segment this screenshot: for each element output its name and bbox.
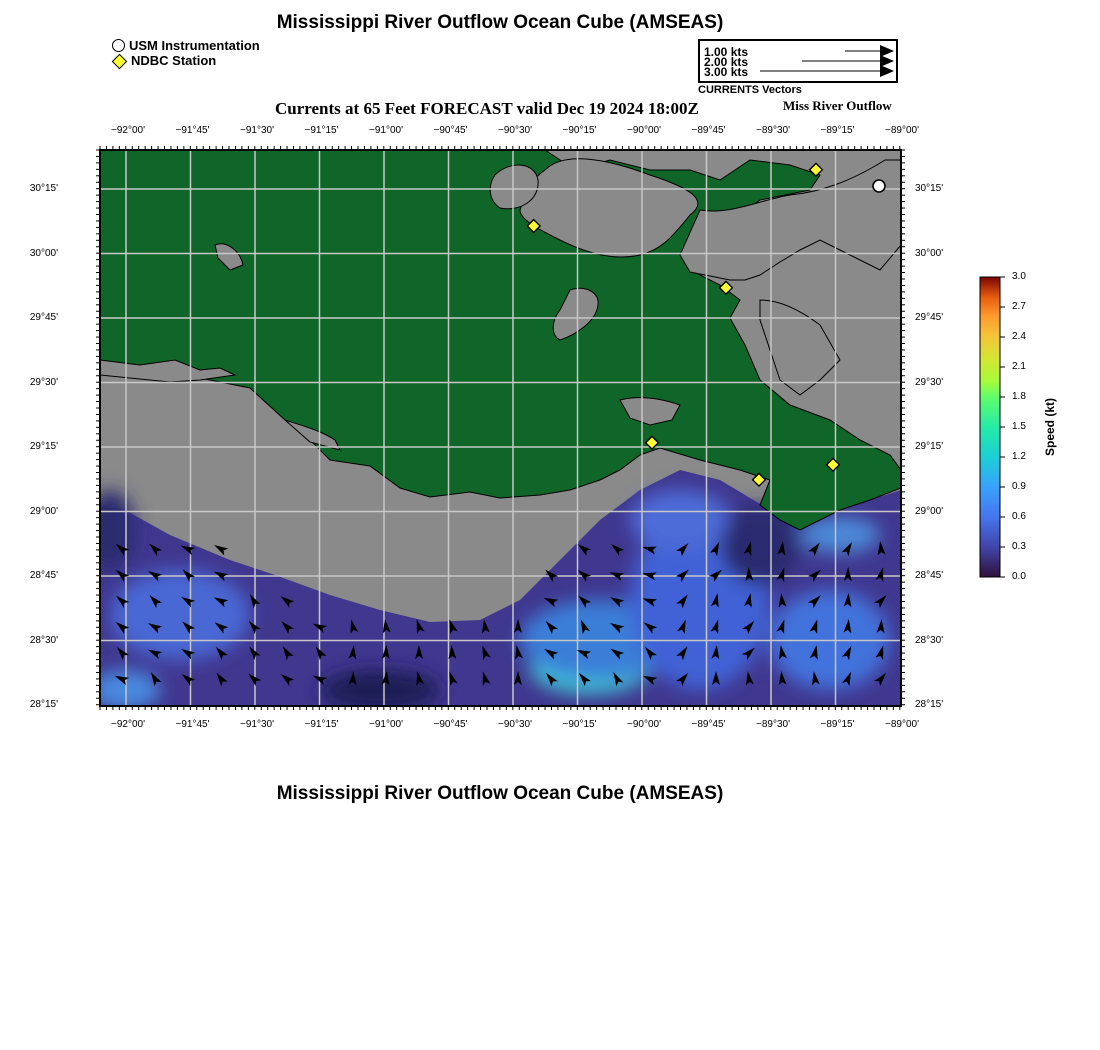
legend-usm bbox=[112, 38, 260, 53]
current-arrow bbox=[742, 645, 758, 660]
current-arrow bbox=[842, 644, 855, 660]
current-arrow bbox=[876, 566, 887, 582]
tick-label: 0.0 bbox=[1012, 571, 1026, 582]
lake-borgne bbox=[680, 160, 901, 280]
tick-label: −91°30' bbox=[240, 719, 274, 730]
current-arrow bbox=[278, 593, 294, 608]
current-arrow bbox=[348, 645, 357, 660]
map-frame bbox=[100, 150, 901, 706]
current-arrow bbox=[842, 540, 856, 556]
current-arrow bbox=[278, 671, 294, 686]
usm-circle-icon bbox=[112, 39, 125, 52]
current-arrow bbox=[312, 644, 326, 660]
current-arrow bbox=[877, 619, 886, 634]
current-arrow bbox=[381, 619, 391, 634]
louisiana-coast bbox=[100, 150, 901, 530]
current-arrow bbox=[677, 618, 689, 634]
current-arrow bbox=[349, 671, 358, 685]
ndbc-station-marker bbox=[646, 436, 659, 449]
current-arrow bbox=[179, 645, 195, 659]
current-arrow bbox=[842, 670, 855, 686]
tick-label: 1.2 bbox=[1012, 451, 1026, 462]
tick-label: 29°15' bbox=[915, 441, 944, 452]
current-arrow bbox=[676, 540, 691, 556]
tick-label: −90°30' bbox=[498, 125, 532, 136]
region-label: Miss River Outflow bbox=[783, 98, 892, 113]
current-arrow bbox=[179, 593, 195, 607]
current-arrow bbox=[676, 644, 690, 660]
current-arrow bbox=[542, 567, 558, 582]
tick-label: 1.5 bbox=[1012, 421, 1026, 432]
tick-label: −91°00' bbox=[369, 719, 403, 730]
speed-colorbar bbox=[980, 277, 1000, 577]
current-arrow bbox=[575, 541, 591, 556]
current-arrow bbox=[777, 644, 787, 659]
lake-pontchartrain bbox=[520, 159, 698, 257]
tick-label: 29°30' bbox=[29, 376, 58, 388]
tick-label: 30°00' bbox=[915, 247, 944, 259]
tick-label: 2.1 bbox=[1012, 361, 1026, 372]
current-arrow bbox=[212, 542, 228, 556]
gulf-water bbox=[100, 150, 901, 706]
tick-label: −90°15' bbox=[562, 125, 597, 136]
current-arrow bbox=[448, 645, 457, 659]
breton-sound bbox=[760, 300, 840, 395]
current-arrow bbox=[381, 671, 391, 686]
current-arrow bbox=[608, 620, 624, 634]
current-arrow bbox=[114, 644, 129, 660]
current-arrow bbox=[311, 620, 327, 633]
tick-label: −91°15' bbox=[304, 125, 339, 136]
land bbox=[100, 150, 901, 530]
current-arrow bbox=[113, 672, 129, 685]
tick-label: 30°15' bbox=[29, 183, 58, 194]
tick-label: 28°45' bbox=[29, 570, 58, 581]
tick-label: 28°15' bbox=[29, 699, 58, 710]
current-arrow bbox=[147, 592, 162, 608]
current-arrow bbox=[745, 567, 754, 581]
ndbc-diamond-icon bbox=[112, 53, 128, 69]
tick-label: 29°00' bbox=[29, 505, 58, 517]
tick-label: 28°30' bbox=[915, 634, 944, 646]
current-arrow bbox=[542, 645, 558, 659]
vector-scale-label: 2.00 kts bbox=[704, 55, 749, 69]
tick-label: −89°15' bbox=[820, 125, 855, 136]
current-arrow bbox=[874, 670, 889, 686]
current-arrow bbox=[642, 644, 657, 660]
current-arrow bbox=[213, 644, 228, 660]
tick-label: 29°30' bbox=[915, 376, 944, 388]
current-arrow bbox=[808, 540, 823, 556]
colorbar-ticks bbox=[1000, 277, 1005, 577]
current-arrow bbox=[874, 592, 889, 608]
current-arrow bbox=[712, 671, 720, 685]
current-arrow bbox=[146, 568, 162, 582]
current-arrow bbox=[777, 593, 786, 608]
current-arrow bbox=[514, 671, 522, 685]
current-arrow bbox=[608, 541, 624, 556]
current-arrow bbox=[810, 644, 821, 659]
current-arrow bbox=[480, 619, 490, 634]
legend-usm-label: USM Instrumentation bbox=[129, 38, 260, 53]
inland-water bbox=[100, 159, 901, 450]
current-arrow bbox=[777, 541, 787, 556]
tick-label: 29°45' bbox=[29, 312, 58, 323]
current-arrow bbox=[279, 644, 293, 660]
current-arrow bbox=[347, 618, 358, 633]
current-vectors bbox=[113, 540, 889, 686]
tick-label: 30°15' bbox=[915, 183, 944, 194]
page-title: Mississippi River Outflow Ocean Cube (AMSEAS) bbox=[276, 12, 724, 33]
current-arrow bbox=[710, 540, 723, 556]
current-arrow bbox=[113, 593, 129, 608]
current-arrow bbox=[777, 671, 786, 686]
current-arrow bbox=[710, 618, 722, 634]
current-arrow bbox=[479, 644, 491, 660]
tick-label: −89°00' bbox=[885, 719, 919, 730]
lake-maurepas bbox=[490, 165, 538, 209]
current-arrow bbox=[382, 645, 391, 659]
current-arrow bbox=[676, 592, 691, 608]
map-ticks bbox=[96, 146, 905, 710]
current-arrow bbox=[809, 618, 821, 634]
current-arrow bbox=[413, 670, 424, 685]
colorbar-title: Speed (kt) bbox=[1043, 397, 1057, 457]
tick-label: 28°15' bbox=[915, 699, 944, 710]
tick-label: −91°30' bbox=[240, 125, 274, 136]
current-arrow bbox=[808, 567, 824, 582]
tick-label: 29°15' bbox=[29, 441, 58, 452]
current-arrow bbox=[413, 618, 425, 634]
current-arrow bbox=[844, 567, 852, 581]
graticule bbox=[100, 150, 901, 706]
current-arrow bbox=[641, 672, 657, 685]
current-arrow bbox=[146, 620, 162, 634]
tick-label: −91°15' bbox=[304, 719, 339, 730]
current-arrow bbox=[844, 593, 853, 608]
usm-station-marker bbox=[873, 180, 885, 192]
tick-label: −90°00' bbox=[627, 125, 661, 136]
legend-ndbc-label: NDBC Station bbox=[131, 53, 217, 68]
tick-label: 0.6 bbox=[1012, 511, 1026, 522]
current-arrow bbox=[213, 670, 228, 686]
tick-label: 28°45' bbox=[915, 570, 944, 581]
ndbc-station-marker bbox=[720, 281, 733, 294]
tick-label: −89°30' bbox=[756, 719, 790, 730]
stations bbox=[527, 163, 885, 486]
current-arrow bbox=[245, 671, 261, 686]
legend-ndbc bbox=[112, 53, 260, 68]
vermilion-bay bbox=[100, 360, 235, 382]
station-legend bbox=[112, 38, 260, 68]
tick-label: 29°00' bbox=[915, 505, 944, 517]
current-arrow bbox=[246, 592, 260, 608]
current-arrow bbox=[709, 567, 725, 582]
current-arrow bbox=[146, 541, 162, 556]
current-arrow bbox=[711, 592, 722, 607]
ndbc-station-marker bbox=[810, 163, 823, 176]
current-arrow bbox=[180, 566, 195, 582]
current-arrow bbox=[146, 646, 162, 659]
current-arrow bbox=[246, 644, 261, 660]
current-arrow bbox=[543, 618, 558, 634]
current-arrow bbox=[843, 619, 852, 634]
map-subtitle: Currents at 65 Feet FORECAST valid Dec 19 2024 18:00Z bbox=[275, 99, 699, 118]
current-arrow bbox=[479, 670, 490, 686]
current-arrow bbox=[776, 566, 788, 582]
current-arrow bbox=[513, 644, 523, 659]
current-arrow bbox=[179, 542, 195, 555]
ndbc-station-marker bbox=[827, 458, 840, 471]
vector-scale-caption: CURRENTS Vectors bbox=[698, 84, 802, 96]
current-arrow bbox=[676, 670, 691, 686]
current-arrow bbox=[810, 670, 820, 685]
second-panel-title: Mississippi River Outflow Ocean Cube (AMSEAS) bbox=[276, 783, 724, 804]
terrebonne-marsh bbox=[620, 398, 680, 425]
current-arrow bbox=[608, 568, 624, 580]
speed-field-base bbox=[100, 470, 901, 706]
current-arrow bbox=[113, 619, 129, 634]
current-arrow bbox=[113, 567, 129, 582]
tick-label: 29°45' bbox=[915, 312, 944, 323]
atchafalaya-bay bbox=[285, 420, 340, 450]
current-arrow bbox=[514, 619, 522, 633]
current-arrow bbox=[610, 670, 624, 686]
vector-scale-box bbox=[698, 39, 898, 83]
ndbc-station-marker bbox=[527, 220, 540, 233]
vector-scale-label: 1.00 kts bbox=[704, 45, 749, 59]
current-arrow bbox=[744, 592, 755, 607]
tick-label: 0.9 bbox=[1012, 481, 1026, 492]
tick-label: 0.3 bbox=[1012, 541, 1026, 552]
tick-label: 28°30' bbox=[29, 634, 58, 646]
tick-label: −90°30' bbox=[498, 719, 532, 730]
current-arrow bbox=[415, 645, 423, 659]
tick-label: −91°00' bbox=[369, 125, 403, 136]
current-arrow bbox=[542, 594, 558, 607]
tick-label: −89°45' bbox=[691, 125, 726, 136]
tick-label: −92°00' bbox=[111, 719, 145, 730]
current-arrow bbox=[876, 541, 885, 556]
tick-label: 1.8 bbox=[1012, 391, 1026, 402]
ndbc-station-marker bbox=[753, 473, 766, 486]
tick-label: −91°45' bbox=[175, 125, 210, 136]
tick-label: −89°00' bbox=[885, 125, 919, 136]
tick-label: −90°00' bbox=[627, 719, 661, 730]
vector-scale-label: 3.00 kts bbox=[704, 65, 749, 79]
grand-lake bbox=[215, 244, 243, 270]
tick-label: −89°15' bbox=[820, 719, 855, 730]
tick-label: −89°30' bbox=[756, 125, 790, 136]
tick-label: −89°45' bbox=[691, 719, 726, 730]
current-arrow bbox=[279, 618, 294, 634]
tick-label: −92°00' bbox=[111, 125, 145, 136]
tick-label: 2.4 bbox=[1012, 331, 1026, 342]
tick-label: −91°45' bbox=[175, 719, 210, 730]
current-arrow bbox=[543, 670, 558, 686]
current-arrow bbox=[875, 644, 887, 660]
tick-label: −90°45' bbox=[433, 125, 468, 136]
current-speed-field bbox=[85, 470, 901, 710]
current-arrow bbox=[608, 645, 624, 659]
tick-label: 2.7 bbox=[1012, 301, 1026, 312]
lake-salvador bbox=[553, 288, 598, 340]
current-arrow bbox=[179, 619, 195, 634]
current-arrow bbox=[577, 618, 590, 634]
tick-label: −90°15' bbox=[562, 719, 597, 730]
current-arrow bbox=[212, 594, 228, 607]
current-arrow bbox=[446, 670, 458, 686]
current-arrow bbox=[212, 568, 228, 581]
current-arrow bbox=[744, 540, 755, 556]
current-arrow bbox=[744, 671, 754, 686]
current-arrow bbox=[711, 645, 720, 660]
current-arrow bbox=[776, 618, 788, 634]
current-arrow bbox=[311, 672, 327, 685]
current-arrow bbox=[575, 646, 591, 659]
current-arrow bbox=[179, 671, 195, 686]
current-arrow bbox=[575, 593, 591, 608]
current-arrow bbox=[446, 618, 458, 634]
current-arrow bbox=[575, 567, 591, 582]
current-arrow bbox=[148, 670, 162, 686]
current-arrow bbox=[808, 593, 824, 609]
current-arrow bbox=[742, 618, 757, 634]
current-arrow bbox=[212, 619, 228, 634]
tick-label: −90°45' bbox=[433, 719, 468, 730]
current-arrow bbox=[246, 618, 261, 634]
current-arrow bbox=[641, 619, 657, 634]
tick-label: 3.0 bbox=[1012, 271, 1026, 282]
current-arrow bbox=[608, 594, 624, 608]
tick-label: 30°00' bbox=[29, 247, 58, 259]
current-arrow bbox=[641, 595, 657, 607]
vector-scale-arrows-icon bbox=[700, 41, 896, 81]
current-arrow bbox=[113, 541, 129, 556]
current-arrow bbox=[641, 569, 656, 580]
current-arrow bbox=[641, 543, 657, 554]
current-arrow bbox=[576, 670, 591, 686]
current-arrow bbox=[676, 567, 692, 582]
